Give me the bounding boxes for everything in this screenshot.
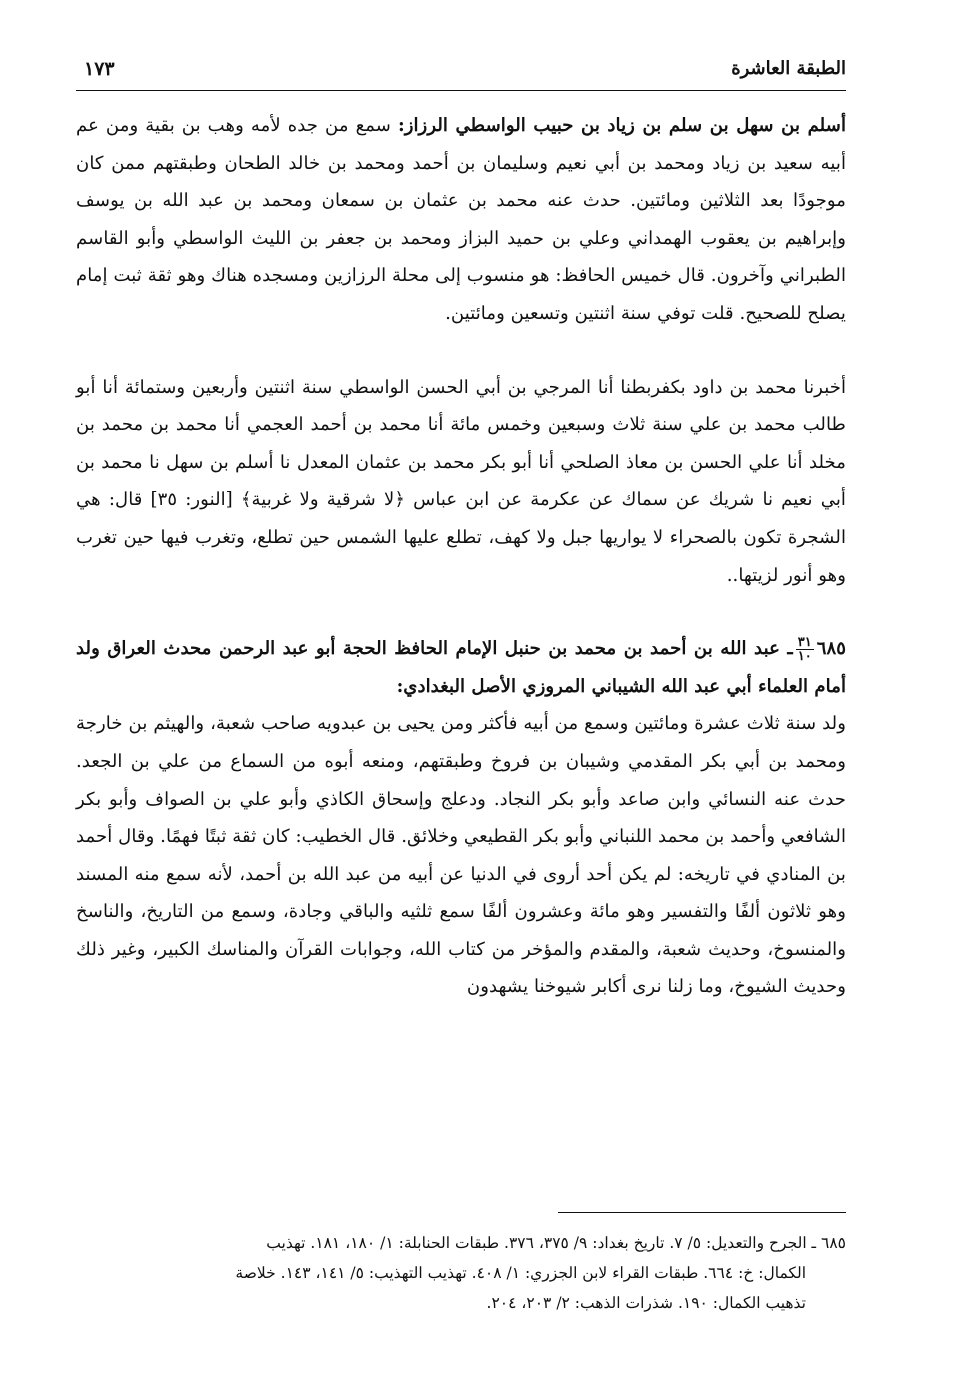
entry-aslam-bio [76, 107, 846, 333]
footnotes [76, 1228, 846, 1318]
fraction-numerator: ٣١ [797, 634, 812, 650]
page-number: ١٧٣ [84, 58, 115, 80]
fraction-denominator: ١٠ [797, 648, 812, 664]
entry-fraction [796, 636, 814, 663]
footnote-line: ٦٨٥ ـ الجرح والتعديل: ٥/ ٧. تاريخ بغداد: ٩/ ٣٧٥، ٣٧٦. طبقات الحنابلة: ١/ ١٨٠، ١٨١. تهذيب [266, 1234, 846, 1252]
paragraph-gap [76, 333, 846, 369]
footnote-divider [558, 1212, 846, 1213]
running-title: الطبقة العاشرة [731, 58, 846, 79]
entry-aslam-name: أسلم بن سهل بن سلم بن زياد بن حبيب الواسطي الرزاز: [398, 115, 846, 136]
footnote-line: تذهيب الكمال: ١٩٠. شذرات الذهب: ٢/ ٢٠٣، ٢٠٤. [486, 1294, 806, 1312]
entry-aslam-isnad: أخبرنا محمد بن داود بكفربطنا أنا المرجي بن أبي الحسن الواسطي سنة اثنتين وأربعين وستمائة أنا أبو طالب محمد بن علي سنة ثلاث وسبعين وخمس مائة أنا محمد بن أحمد العجمي أنا محمد بن محمد بن مخلد أنا علي الحسن بن معاذ الصلحي أنا أبو بكر محمد بن عثمان المعدل نا أسلم بن سهل نا محمد بن أبي نعيم نا شريك عن سماك عن عكرمة عن ابن عباس ﴿لا شرقية ولا غربية﴾ [النور: ٣٥] قال: هي الشجرة تكون بالصحراء لا يواريها جبل ولا كهف، تطلع عليها الشمس حين تطلع، وتغرب فيها حين تغرب وهو أنور لزيتها.. [76, 376, 846, 586]
page-header [76, 50, 846, 91]
entry-aslam-bio-text: سمع من جده لأمه وهب بن بقية ومن عم أبيه سعيد بن زياد ومحمد بن أبي نعيم وسليمان بن أحمد ومحمد بن خالد الطحان وطبقتهم ممن كان موجودًا بعد الثلاثين ومائتين. حدث عنه محمد بن عثمان بن سمعان ومحمد بن عبد الله بن يوسف وإبراهيم بن يعقوب الهمداني وعلي بن حميد البزاز ومحمد بن جعفر بن الليث الواسطي وأبو القاسم الطبراني وآخرون. قال خميس الحافظ: هو منسوب إلى محلة الرزازين ومسجده هناك وهو ثقة ثبت إمام يصلح للصحيح. قلت توفي سنة اثنتين وتسعين ومائتين. [76, 115, 846, 324]
paragraph-gap [76, 594, 846, 630]
entry-number: ٦٨٥ [816, 638, 846, 660]
main-text [76, 107, 846, 1006]
entry-abdullah-bio: ولد سنة ثلاث عشرة ومائتين وسمع من أبيه فأكثر ومن يحيى بن عبدويه صاحب شعبة، والهيثم بن خارجة ومحمد بن أبي بكر المقدمي وشيبان بن فروخ وطبقتهم، ومنعه أبوه من السماع من علي بن الجعد. حدث عنه النسائي وابن صاعد وأبو بكر النجاد. ودعلج وإسحاق الكاذي وأبو علي بن الصواف وأبو بكر الشافعي وأحمد بن محمد اللنباني وأبو بكر القطيعي وخلائق. قال الخطيب: كان ثقة ثبتًا فهمًا. وقال أحمد بن المنادي في تاريخه: لم يكن أحد أروى في الدنيا عن أبيه من عبد الله بن أحمد، لأنه سمع منه المسند وهو ثلاثون ألفًا والتفسير وهو مائة وعشرون ألفًا سمع ثلثيه والباقي وجادة، وسمع من التاريخ، والناسخ والمنسوخ، وحديث شعبة، والمقدم والمؤخر من كتاب الله، وجوابات القرآن والمناسك الكبير، وغير ذلك وحديث الشيوخ، وما زلنا نرى أكابر شيوخنا يشهدون [76, 713, 846, 998]
footnote-line: الكمال: خ: ٦٦٤. طبقات القراء لابن الجزري: ١/ ٤٠٨. تهذيب التهذيب: ٥/ ١٤١، ١٤٣. خلاصة [235, 1264, 806, 1282]
book-page [76, 50, 846, 1312]
entry-abdullah-name: ـ عبد الله بن أحمد بن محمد بن حنبل الإمام الحافظ الحجة أبو عبد الرحمن محدث العراق ولد أمام العلماء أبي عبد الله الشيباني المروزي الأصل البغدادي: [76, 638, 846, 697]
entry-abdullah [76, 630, 846, 705]
